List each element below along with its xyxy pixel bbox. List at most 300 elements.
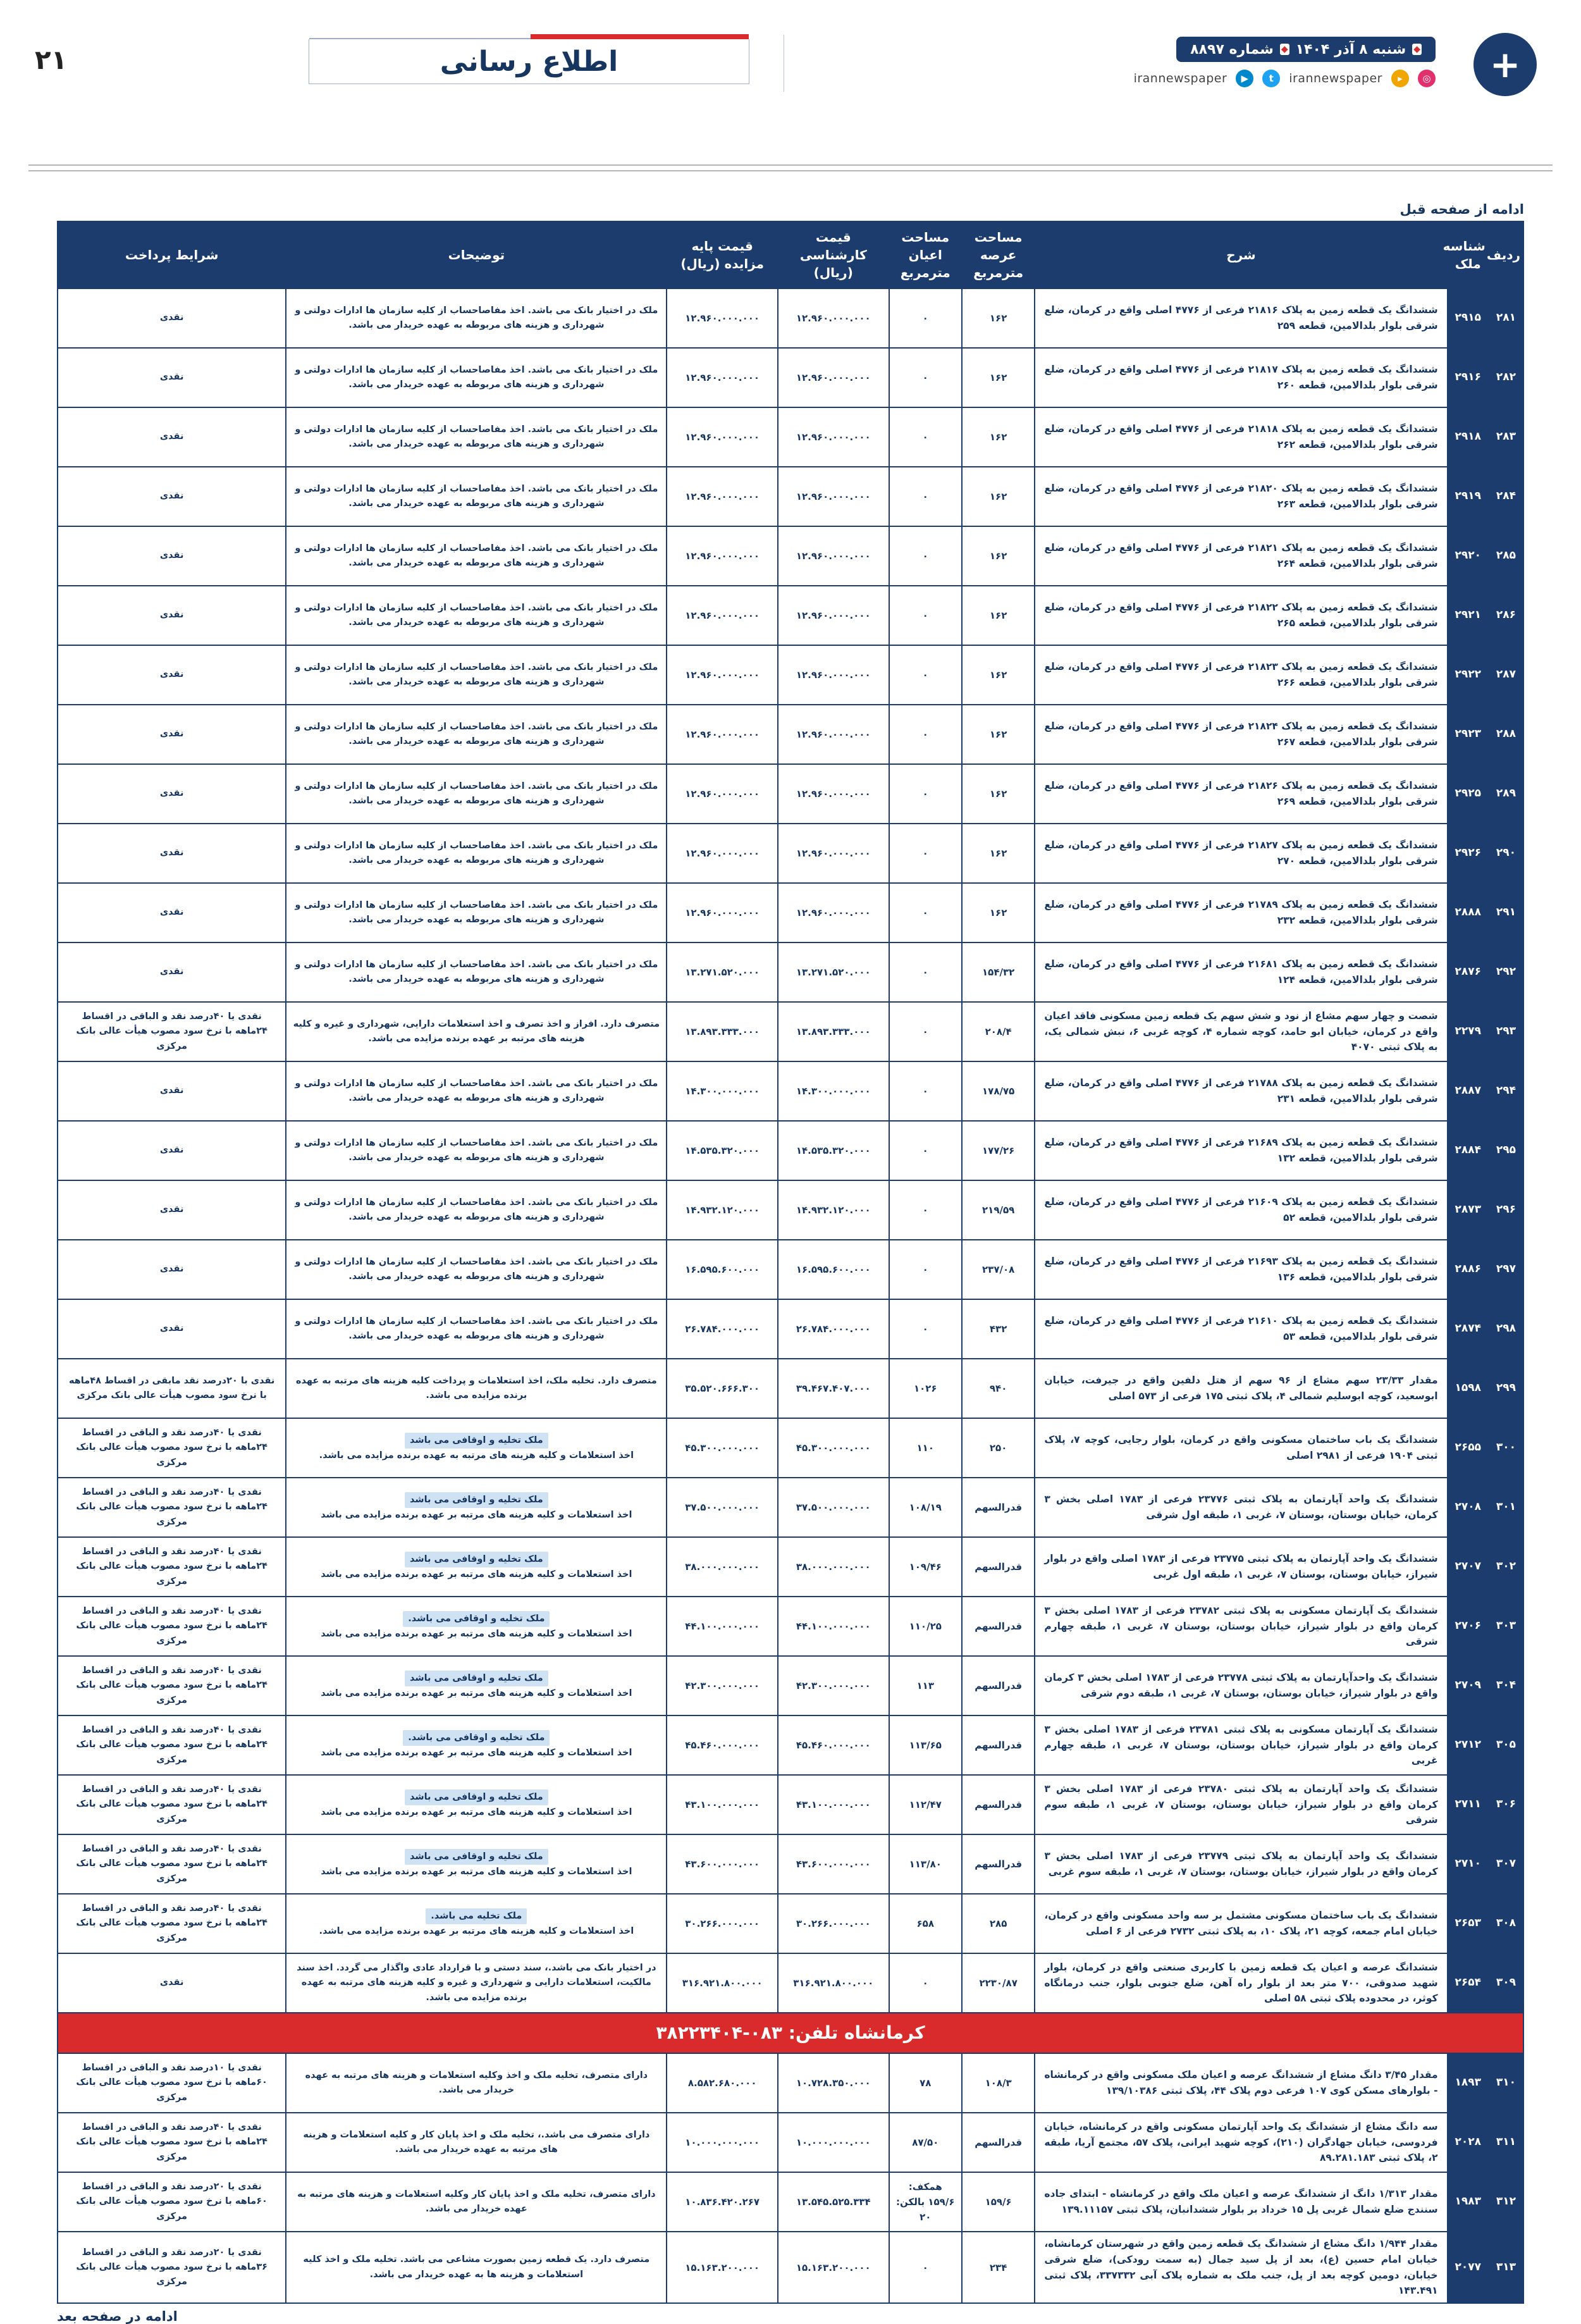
base-price-cell: ۱۰.۰۰۰.۰۰۰.۰۰۰ (667, 2113, 778, 2172)
base-price-cell: ۱۲.۹۶۰.۰۰۰.۰۰۰ (667, 526, 778, 586)
appraisal-price-cell: ۱۲.۹۶۰.۰۰۰.۰۰۰ (778, 348, 889, 407)
row-number-cell: ۲۸۳ (1489, 407, 1523, 467)
building-area-cell: ۰ (889, 705, 962, 764)
property-id-cell: ۲۷۱۱ (1448, 1775, 1489, 1834)
description-cell: مقدار ۱/۹۴۴ دانگ مشاع از ششدانگ یک قطعه زمین واقع در شهرستان کرمانشاه، خیابان امام حسین (ع)، بعد از پل سید جمال (به سمت رودکی)، ضلع شرقی خیابان، دومین کوچه بعد از پل، جنب ملک به شماره پلاک آبی ۳۳۷۳۳۲، پلاک ثبتی ۱۴۳.۴۹۱ (1035, 2232, 1447, 2303)
base-price-cell: ۴۳.۱۰۰.۰۰۰.۰۰۰ (667, 1775, 778, 1834)
page-header (0, 0, 1581, 164)
row-number-cell: ۲۸۷ (1489, 645, 1523, 705)
row-number-cell: ۲۸۸ (1489, 705, 1523, 764)
appraisal-price-cell: ۲۶.۷۸۴.۰۰۰.۰۰۰ (778, 1299, 889, 1359)
property-id-cell: ۱۸۹۳ (1448, 2053, 1489, 2113)
date-text: شنبه ۸ آذر ۱۴۰۴ (1295, 41, 1406, 58)
appraisal-price-cell: ۴۳.۱۰۰.۰۰۰.۰۰۰ (778, 1775, 889, 1834)
notes-cell (286, 1597, 667, 1656)
table-row (58, 2113, 1523, 2172)
column-header-payment-terms: شرایط پرداخت (58, 221, 286, 288)
land-area-cell: قدرالسهم (962, 1715, 1035, 1775)
building-area-cell: ۰ (889, 1180, 962, 1240)
row-number-cell: ۲۹۹ (1489, 1359, 1523, 1418)
description-cell: ششدانگ یک قطعه زمین به پلاک ۲۱۸۲۶ فرعی از ۴۷۷۶ اصلی واقع در کرمان، ضلع شرقی بلوار بلدالامین، قطعه ۲۶۹ (1035, 764, 1447, 824)
land-area-cell: ۱۶۲ (962, 764, 1035, 824)
table-row (58, 1775, 1523, 1834)
appraisal-price-cell: ۱۴.۵۳۵.۳۲۰.۰۰۰ (778, 1121, 889, 1180)
property-id-cell: ۲۸۸۶ (1448, 1240, 1489, 1299)
payment-terms-cell: نقدی یا ۴۰درصد نقد و الباقی در اقساط ۲۴ماهه با نرخ سود مصوب هیأت عالی بانک مرکزی (58, 1418, 286, 1478)
table-row (58, 407, 1523, 467)
iran-newspaper-logo (1473, 33, 1537, 96)
land-area-cell: ۱۷۸/۷۵ (962, 1061, 1035, 1121)
description-cell: ششدانگ یک قطعه زمین به پلاک ۲۱۸۲۷ فرعی از ۴۷۷۶ اصلی واقع در کرمان، ضلع شرقی بلوار بلدالامین، قطعه ۲۷۰ (1035, 824, 1447, 883)
column-header-description: شرح (1035, 221, 1447, 288)
base-price-cell: ۱۲.۹۶۰.۰۰۰.۰۰۰ (667, 586, 778, 645)
table-row (58, 1597, 1523, 1656)
row-number-cell: ۳۰۴ (1489, 1656, 1523, 1715)
property-id-cell: ۲۲۷۹ (1448, 1002, 1489, 1061)
appraisal-price-cell: ۱۲.۹۶۰.۰۰۰.۰۰۰ (778, 586, 889, 645)
note-highlight: ملک تخلیه و اوقافی می باشد (405, 1552, 548, 1567)
base-price-cell: ۱۲.۹۶۰.۰۰۰.۰۰۰ (667, 407, 778, 467)
land-area-cell: ۱۶۲ (962, 407, 1035, 467)
diamond-icon: ◆ (1413, 44, 1420, 54)
table-row (58, 1715, 1523, 1775)
description-cell: ششدانگ یک قطعه زمین به پلاک ۲۱۸۱۷ فرعی از ۴۷۷۶ اصلی واقع در کرمان، ضلع شرقی بلوار بلدالامین، قطعه ۲۶۰ (1035, 348, 1447, 407)
note-text: ملک در اختیار بانک می باشد. اخذ مفاصاحساب از کلیه سازمان ها ادارات دولتی و شهرداری و هزینه های مربوطه به عهده خریدار می باشد. (295, 543, 658, 568)
property-id-cell: ۲۶۵۳ (1448, 1894, 1489, 1953)
row-number-cell: ۲۹۵ (1489, 1121, 1523, 1180)
row-number-cell: ۲۹۲ (1489, 943, 1523, 1002)
column-header-base-price: قیمت پایه مزایده (ریال) (667, 221, 778, 288)
appraisal-price-cell: ۱۴.۹۳۲.۱۲۰.۰۰۰ (778, 1180, 889, 1240)
note-highlight: ملک تخلیه و اوقافی می باشد (405, 1492, 548, 1508)
payment-terms-cell: نقدی (58, 883, 286, 943)
note-text: ملک در اختیار بانک می باشد. اخذ مفاصاحساب از کلیه سازمان ها ادارات دولتی و شهرداری و هزینه های مربوطه به عهده خریدار می باشد. (295, 424, 658, 449)
payment-terms-cell: نقدی (58, 586, 286, 645)
property-id-cell: ۲۹۲۲ (1448, 645, 1489, 705)
property-id-cell: ۲۷۰۸ (1448, 1478, 1489, 1537)
description-cell: مقدار ۳/۴۵ دانگ مشاع از ششدانگ عرصه و اعیان ملک مسکونی واقع در کرمانشاه - بلوارهای مسکن کوی ۱۰۷ فرعی دوم پلاک ۴۴، پلاک ثبتی ۱۳۹/۱۰۳۸۶ (1035, 2053, 1447, 2113)
payment-terms-cell: نقدی (58, 705, 286, 764)
gray-rule (309, 38, 531, 39)
red-rule (531, 34, 749, 39)
row-number-cell: ۳۰۷ (1489, 1834, 1523, 1894)
payment-terms-cell: نقدی یا ۴۰درصد نقد و الباقی در اقساط ۲۴ماهه با نرخ سود مصوب هیأت عالی بانک مرکزی (58, 1656, 286, 1715)
base-price-cell: ۳۵.۵۲۰.۶۶۶.۳۰۰ (667, 1359, 778, 1418)
table-row (58, 1894, 1523, 1953)
land-area-cell: ۲۰۸/۴ (962, 1002, 1035, 1061)
base-price-cell: ۲۶.۷۸۴.۰۰۰.۰۰۰ (667, 1299, 778, 1359)
building-area-cell: ۰ (889, 2232, 962, 2303)
note-text: ملک در اختیار بانک می باشد. اخذ مفاصاحساب از کلیه سازمان ها ادارات دولتی و شهرداری و هزینه های مربوطه به عهده خریدار می باشد. (295, 1137, 658, 1163)
notes-cell (286, 1121, 667, 1180)
row-number-cell: ۲۸۶ (1489, 586, 1523, 645)
land-area-cell: ۱۶۲ (962, 705, 1035, 764)
column-header-building-area: مساحت اعیان مترمربع (889, 221, 962, 288)
payment-terms-cell: نقدی یا ۲۰درصد نقد و الباقی در اقساط ۳۶ماهه با نرخ سود مصوب هیأت عالی بانک مرکزی (58, 2232, 286, 2303)
building-area-cell: ۱۱۳/۸۰ (889, 1834, 962, 1894)
building-area-cell: ۰ (889, 645, 962, 705)
table-row (58, 1478, 1523, 1537)
note-text: ملک در اختیار بانک می باشد. اخذ مفاصاحساب از کلیه سازمان ها ادارات دولتی و شهرداری و هزینه های مربوطه به عهده خریدار می باشد. (295, 602, 658, 627)
row-number-cell: ۳۰۸ (1489, 1894, 1523, 1953)
notes-cell (286, 1359, 667, 1418)
payment-terms-cell: نقدی (58, 1121, 286, 1180)
land-area-cell: ۱۶۲ (962, 586, 1035, 645)
property-id-cell: ۲۹۲۵ (1448, 764, 1489, 824)
notes-cell (286, 1656, 667, 1715)
table-row (58, 883, 1523, 943)
building-area-cell: ۶۵۸ (889, 1894, 962, 1953)
appraisal-price-cell: ۱۲.۹۶۰.۰۰۰.۰۰۰ (778, 407, 889, 467)
property-id-cell: ۲۹۱۸ (1448, 407, 1489, 467)
description-cell: مقدار ۲۳/۳۳ سهم مشاع از ۹۶ سهم از هتل دلفین واقع در جیرفت، خیابان ابوسعید، کوچه ابوسلیم شمالی ۴، پلاک ثبتی ۱۷۵ فرعی از ۵۷۳ اصلی (1035, 1359, 1447, 1418)
payment-terms-cell: نقدی یا ۴۰درصد نقد و الباقی در اقساط ۲۴ماهه با نرخ سود مصوب هیأت عالی بانک مرکزی (58, 1775, 286, 1834)
base-price-cell: ۱۲.۹۶۰.۰۰۰.۰۰۰ (667, 764, 778, 824)
land-area-cell: ۱۵۹/۶ (962, 2172, 1035, 2232)
table-row (58, 1656, 1523, 1715)
appraisal-price-cell: ۱۲.۹۶۰.۰۰۰.۰۰۰ (778, 645, 889, 705)
note-highlight: ملک تخلیه و اوقافی می باشد (405, 1671, 548, 1686)
building-area-cell: ۰ (889, 586, 962, 645)
continued-from-label: ادامه از صفحه قبل (1400, 202, 1524, 217)
notes-cell (286, 1418, 667, 1478)
building-area-cell: ۰ (889, 943, 962, 1002)
land-area-cell: ۲۵۰ (962, 1418, 1035, 1478)
payment-terms-cell: نقدی یا ۴۰درصد نقد و الباقی در اقساط ۲۴ماهه با نرخ سود مصوب هیأت عالی بانک مرکزی (58, 1597, 286, 1656)
notes-cell (286, 1775, 667, 1834)
note-highlight: ملک تخلیه و اوقافی می باشد (405, 1433, 548, 1449)
row-number-cell: ۲۹۶ (1489, 1180, 1523, 1240)
note-text: اخذ استعلامات و کلیه هزینه های مرتبه به عهده برنده مزایده می باشد. (319, 1450, 634, 1461)
base-price-cell: ۴۵.۳۰۰.۰۰۰.۰۰۰ (667, 1418, 778, 1478)
note-text: دارای متصرف، تخلیه ملک و اخذ پایان کار وکلیه استعلامات و هزینه های مرتبه به عهده خریدار می باشد. (297, 2189, 656, 2214)
building-area-cell: ۸۷/۵۰ (889, 2113, 962, 2172)
notes-cell (286, 1715, 667, 1775)
table-row (58, 2053, 1523, 2113)
description-cell: ششدانگ یک قطعه زمین به پلاک ۲۱۸۲۲ فرعی از ۴۷۷۶ اصلی واقع در کرمان، ضلع شرقی بلوار بلدالامین، قطعه ۲۶۵ (1035, 586, 1447, 645)
instagram-icon: ◎ (1418, 70, 1436, 87)
appraisal-price-cell: ۱۰.۷۲۸.۳۵۰.۰۰۰ (778, 2053, 889, 2113)
row-number-cell: ۲۸۱ (1489, 288, 1523, 348)
logo-glyph: + (1489, 43, 1521, 86)
building-area-cell: ۰ (889, 288, 962, 348)
property-id-cell: ۲۸۸۴ (1448, 1121, 1489, 1180)
land-area-cell: قدرالسهم (962, 1597, 1035, 1656)
row-number-cell: ۳۱۰ (1489, 2053, 1523, 2113)
date-banner (1176, 37, 1436, 62)
column-header-appraisal-price: قیمت کارشناسی (ریال) (778, 221, 889, 288)
building-area-cell: همکف: ۱۵۹/۶ بالکن: ۲۰ (889, 2172, 962, 2232)
appraisal-price-cell: ۱۲.۹۶۰.۰۰۰.۰۰۰ (778, 705, 889, 764)
notes-cell (286, 526, 667, 586)
social-row (1134, 70, 1436, 87)
description-cell: ششدانگ یک قطعه زمین به پلاک ۲۱۷۸۸ فرعی از ۴۷۷۶ اصلی واقع در کرمان، ضلع شرقی بلوار بلدالامین، قطعه ۲۳۱ (1035, 1061, 1447, 1121)
note-highlight: ملک تخلیه و اوقافی می باشد. (403, 1730, 550, 1746)
table-row (58, 645, 1523, 705)
building-area-cell: ۱۱۰ (889, 1418, 962, 1478)
row-number-cell: ۳۰۲ (1489, 1537, 1523, 1597)
kermanshah-phone-banner: کرمانشاه تلفن: ۰۸۳-۳۸۲۲۳۴۰۴ (58, 2013, 1523, 2053)
base-price-cell: ۳۸.۰۰۰.۰۰۰.۰۰۰ (667, 1537, 778, 1597)
building-area-cell: ۰ (889, 407, 962, 467)
payment-terms-cell: نقدی (58, 1953, 286, 2013)
base-price-cell: ۱۵.۱۶۳.۲۰۰.۰۰۰ (667, 2232, 778, 2303)
property-id-cell: ۲۷۰۷ (1448, 1537, 1489, 1597)
description-cell: ششدانگ یک باب ساختمان مسکونی مشتمل بر سه واحد مسکونی واقع در کرمان، خیابان امام جمعه، کوچه ۲۱، پلاک ۱۰، به پلاک ثبتی ۲۷۳۲ فرعی از ۶ اصلی (1035, 1894, 1447, 1953)
column-header-notes: توضیحات (286, 221, 667, 288)
payment-terms-cell: نقدی یا ۴۰درصد نقد و الباقی در اقساط ۲۴ماهه با نرخ سود مصوب هیأت عالی بانک مرکزی (58, 1894, 286, 1953)
note-text: ملک در اختیار بانک می باشد. اخذ مفاصاحساب از کلیه سازمان ها ادارات دولتی و شهرداری و هزینه های مربوطه به عهده خریدار می باشد. (295, 781, 658, 806)
table-row (58, 1834, 1523, 1894)
description-cell: ششدانگ یک قطعه زمین به پلاک ۲۱۷۸۹ فرعی از ۴۷۷۶ اصلی واقع در کرمان، ضلع شرقی بلوار بلدالامین، قطعه ۲۳۲ (1035, 883, 1447, 943)
appraisal-price-cell: ۱۰.۰۰۰.۰۰۰.۰۰۰ (778, 2113, 889, 2172)
table-row (58, 2232, 1523, 2303)
row-number-cell: ۳۱۱ (1489, 2113, 1523, 2172)
land-area-cell: ۱۶۲ (962, 824, 1035, 883)
payment-terms-cell: نقدی (58, 288, 286, 348)
property-id-cell: ۲۹۲۶ (1448, 824, 1489, 883)
table-row (58, 824, 1523, 883)
payment-terms-cell: نقدی یا ۲۰درصد نقد و الباقی در اقساط ۶۰ماهه با نرخ سود مصوب هیأت عالی بانک مرکزی (58, 2172, 286, 2232)
notes-cell (286, 1002, 667, 1061)
note-text: اخذ استعلامات و کلیه هزینه های مرتبه بر عهده برنده مزایده می باشد (321, 1569, 632, 1579)
description-cell: ششدانگ یک آپارتمان مسکونی به پلاک ثبتی ۲۳۷۸۱ فرعی از ۱۷۸۳ اصلی بخش ۳ کرمان واقع در بلوار شیراز، خیابان بوستان، بوستان ۷، غربی ۱، طبقه چهارم غربی (1035, 1715, 1447, 1775)
payment-terms-cell: نقدی (58, 348, 286, 407)
building-area-cell: ۰ (889, 526, 962, 586)
table-header-row (58, 221, 1523, 288)
land-area-cell: ۱۶۲ (962, 883, 1035, 943)
social-handle: irannewspaper (1289, 71, 1382, 85)
table-row (58, 1418, 1523, 1478)
continued-next-label: ادامه در صفحه بعد (57, 2309, 178, 2324)
row-number-cell: ۲۹۱ (1489, 883, 1523, 943)
table-row (58, 1953, 1523, 2013)
telegram-icon: ▶ (1236, 70, 1253, 87)
notes-cell (286, 288, 667, 348)
description-cell: ششدانگ یک قطعه زمین به پلاک ۲۱۶۹۳ فرعی از ۴۷۷۶ اصلی واقع در کرمان، ضلع شرقی بلوار بلدالامین، قطعه ۱۳۶ (1035, 1240, 1447, 1299)
note-text: دارای متصرف می باشد.، تخلیه ملک و اخذ پایان کار و کلیه استعلامات و هزینه های مرتبه به عهده خریدار می باشد. (303, 2129, 650, 2154)
note-text: ملک در اختیار بانک می باشد. اخذ مفاصاحساب از کلیه سازمان ها ادارات دولتی و شهرداری و هزینه های مربوطه به عهده خریدار می باشد. (295, 959, 658, 984)
land-area-cell: قدرالسهم (962, 1775, 1035, 1834)
note-highlight: ملک تخلیه و اوقافی می باشد (405, 1849, 548, 1865)
appraisal-price-cell: ۱۲.۹۶۰.۰۰۰.۰۰۰ (778, 883, 889, 943)
table-row (58, 1180, 1523, 1240)
base-price-cell: ۱۴.۵۳۵.۳۲۰.۰۰۰ (667, 1121, 778, 1180)
note-highlight: ملک تخلیه می باشد. (426, 1908, 527, 1924)
land-area-cell: ۱۶۲ (962, 526, 1035, 586)
building-area-cell: ۷۸ (889, 2053, 962, 2113)
land-area-cell: ۲۳۴ (962, 2232, 1035, 2303)
appraisal-price-cell: ۳۹.۴۶۷.۴۰۷.۰۰۰ (778, 1359, 889, 1418)
building-area-cell: ۱۱۳ (889, 1656, 962, 1715)
payment-terms-cell: نقدی یا ۴۰درصد نقد و الباقی در اقساط ۲۴ماهه با نرخ سود مصوب هیأت عالی بانک مرکزی (58, 1478, 286, 1537)
description-cell: ششدانگ یک قطعه زمین به پلاک ۲۱۸۱۸ فرعی از ۴۷۷۶ اصلی واقع در کرمان، ضلع شرقی بلوار بلدالامین، قطعه ۲۶۲ (1035, 407, 1447, 467)
building-area-cell: ۰ (889, 1061, 962, 1121)
payment-terms-cell: نقدی یا ۴۰درصد نقد و الباقی در اقساط ۲۴ماهه با نرخ سود مصوب هیأت عالی بانک مرکزی (58, 2113, 286, 2172)
aparat-icon: ▸ (1391, 70, 1409, 87)
property-id-cell: ۲۹۱۵ (1448, 288, 1489, 348)
description-cell: مقدار ۱/۳۱۳ دانگ از ششدانگ عرصه و اعیان ملک واقع در کرمانشاه - ابتدای جاده سنندج ضلع شمال غربی پل ۱۵ خرداد بر بلوار ششدانبان، پلاک ثبتی ۱۳۹.۱۱۱۵۷ (1035, 2172, 1447, 2232)
property-id-cell: ۱۵۹۸ (1448, 1359, 1489, 1418)
notes-cell (286, 943, 667, 1002)
table-row (58, 1121, 1523, 1180)
auction-table-area (0, 202, 1581, 2324)
notes-cell (286, 824, 667, 883)
section-title-box (309, 39, 749, 84)
note-text: اخذ استعلامات و کلیه هزینه های مرتبه بر عهده برنده مزایده می باشد (321, 1867, 632, 1877)
note-text: اخذ استعلامات و کلیه هزینه های مرتبه بر عهده برنده مزایده می باشد (321, 1807, 632, 1817)
description-cell: ششدانگ یک واحد آپارتمان به پلاک ثبتی ۲۳۷۷۵ فرعی از ۱۷۸۳ اصلی واقع در بلوار شیراز، خیابان بوستان، بوستان ۷، غربی ۱، طبقه اول غربی (1035, 1537, 1447, 1597)
payment-terms-cell: نقدی یا ۴۰درصد نقد و الباقی در اقساط ۲۴ماهه با نرخ سود مصوب هیأت عالی بانک مرکزی (58, 1002, 286, 1061)
land-area-cell: ۲۸۵ (962, 1894, 1035, 1953)
note-text: ملک در اختیار بانک می باشد. اخذ مفاصاحساب از کلیه سازمان ها ادارات دولتی و شهرداری و هزینه های مربوطه به عهده خریدار می باشد. (295, 721, 658, 746)
row-number-cell: ۲۹۷ (1489, 1240, 1523, 1299)
notes-cell (286, 1180, 667, 1240)
property-id-cell: ۲۰۷۷ (1448, 2232, 1489, 2303)
building-area-cell: ۱۰۹/۴۶ (889, 1537, 962, 1597)
appraisal-price-cell: ۳۸.۰۰۰.۰۰۰.۰۰۰ (778, 1537, 889, 1597)
payment-terms-cell: نقدی یا ۴۰درصد نقد و الباقی در اقساط ۲۴ماهه با نرخ سود مصوب هیأت عالی بانک مرکزی (58, 1715, 286, 1775)
appraisal-price-cell: ۳۷.۵۰۰.۰۰۰.۰۰۰ (778, 1478, 889, 1537)
building-area-cell: ۱۱۰/۲۵ (889, 1597, 962, 1656)
property-id-cell: ۲۸۸۷ (1448, 1061, 1489, 1121)
base-price-cell: ۱۰.۸۳۶.۴۲۰.۲۶۷ (667, 2172, 778, 2232)
description-cell: ششدانگ یک قطعه زمین به پلاک ۲۱۶۰۹ فرعی از ۴۷۷۶ اصلی واقع در کرمان، ضلع شرقی بلوار بلدالامین، قطعه ۵۲ (1035, 1180, 1447, 1240)
notes-cell (286, 2232, 667, 2303)
property-id-cell: ۲۸۷۶ (1448, 943, 1489, 1002)
land-area-cell: ۱۶۲ (962, 288, 1035, 348)
description-cell: ششدانگ یک واحد آپارتمان به پلاک ثبتی ۲۳۷۷۹ فرعی از ۱۷۸۳ اصلی بخش ۳ کرمان واقع در بلوار شیراز، خیابان بوستان، بوستان ۷، غربی ۱، طبقه سوم غربی (1035, 1834, 1447, 1894)
appraisal-price-cell: ۱۲.۹۶۰.۰۰۰.۰۰۰ (778, 824, 889, 883)
property-id-cell: ۲۶۵۴ (1448, 1953, 1489, 2013)
building-area-cell: ۱۰۲۶ (889, 1359, 962, 1418)
row-number-cell: ۳۰۳ (1489, 1597, 1523, 1656)
note-text: ملک در اختیار بانک می باشد. اخذ مفاصاحساب از کلیه سازمان ها ادارات دولتی و شهرداری و هزینه های مربوطه به عهده خریدار می باشد. (295, 1256, 658, 1282)
twitter-icon: t (1262, 70, 1280, 87)
base-price-cell: ۱۲.۹۶۰.۰۰۰.۰۰۰ (667, 467, 778, 526)
base-price-cell: ۱۲.۹۶۰.۰۰۰.۰۰۰ (667, 824, 778, 883)
payment-terms-cell: نقدی یا ۴۰درصد نقد و الباقی در اقساط ۲۴ماهه با نرخ سود مصوب هیأت عالی بانک مرکزی (58, 1537, 286, 1597)
table-row (58, 1061, 1523, 1121)
row-number-cell: ۲۹۴ (1489, 1061, 1523, 1121)
building-area-cell: ۰ (889, 1002, 962, 1061)
property-id-cell: ۲۸۷۴ (1448, 1299, 1489, 1359)
property-id-cell: ۲۹۲۳ (1448, 705, 1489, 764)
base-price-cell: ۱۴.۳۰۰.۰۰۰.۰۰۰ (667, 1061, 778, 1121)
notes-cell (286, 467, 667, 526)
base-price-cell: ۳۷.۵۰۰.۰۰۰.۰۰۰ (667, 1478, 778, 1537)
description-cell: ششدانگ یک آپارتمان مسکونی به پلاک ثبتی ۲۳۷۸۲ فرعی از ۱۷۸۳ اصلی بخش ۳ کرمان واقع در بلوار شیراز، خیابان بوستان، بوستان ۷، غربی ۱، طبقه چهارم شرقی (1035, 1597, 1447, 1656)
table-row (58, 2172, 1523, 2232)
payment-terms-cell: نقدی (58, 1299, 286, 1359)
note-text: ملک در اختیار بانک می باشد. اخذ مفاصاحساب از کلیه سازمان ها ادارات دولتی و شهرداری و هزینه های مربوطه به عهده خریدار می باشد. (295, 483, 658, 509)
payment-terms-cell: نقدی (58, 467, 286, 526)
row-number-cell: ۲۹۸ (1489, 1299, 1523, 1359)
payment-terms-cell: نقدی (58, 1061, 286, 1121)
appraisal-price-cell: ۳۰.۲۶۶.۰۰۰.۰۰۰ (778, 1894, 889, 1953)
header-rule (28, 164, 1553, 171)
payment-terms-cell: نقدی (58, 764, 286, 824)
description-cell: ششدانگ یک قطعه زمین به پلاک ۲۱۸۲۰ فرعی از ۴۷۷۶ اصلی واقع در کرمان، ضلع شرقی بلوار بلدالامین، قطعه ۲۶۳ (1035, 467, 1447, 526)
payment-terms-cell: نقدی (58, 645, 286, 705)
land-area-cell: قدرالسهم (962, 1656, 1035, 1715)
property-id-cell: ۲۶۵۵ (1448, 1418, 1489, 1478)
note-text: دارای متصرف، تخلیه ملک و اخذ وکلیه استعلامات و هزینه های مرتبه به عهده خریدار می باشد. (305, 2070, 648, 2095)
notes-cell (286, 1478, 667, 1537)
property-id-cell: ۲۷۰۹ (1448, 1656, 1489, 1715)
note-text: ملک در اختیار بانک می باشد. اخذ مفاصاحساب از کلیه سازمان ها ادارات دولتی و شهرداری و هزینه های مربوطه به عهده خریدار می باشد. (295, 840, 658, 865)
property-id-cell: ۱۹۸۳ (1448, 2172, 1489, 2232)
land-area-cell: قدرالسهم (962, 1478, 1035, 1537)
row-number-cell: ۳۰۵ (1489, 1715, 1523, 1775)
land-area-cell: ۹۴۰ (962, 1359, 1035, 1418)
note-text: اخذ استعلامات و کلیه هزینه های مرتبه بر عهده برنده مزایده می باشد. (319, 1926, 634, 1936)
appraisal-price-cell: ۴۴.۱۰۰.۰۰۰.۰۰۰ (778, 1597, 889, 1656)
base-price-cell: ۸.۵۸۲.۶۸۰.۰۰۰ (667, 2053, 778, 2113)
column-header-property-id: شناسه ملک (1448, 221, 1489, 288)
land-area-cell: ۱۶۲ (962, 467, 1035, 526)
description-cell: ششدانگ یک واحد آپارتمان به پلاک ثبتی ۲۳۷۸۰ فرعی از ۱۷۸۳ اصلی بخش ۳ کرمان واقع در بلوار شیراز، خیابان بوستان، بوستان ۷، غربی ۱، طبقه سوم شرقی (1035, 1775, 1447, 1834)
building-area-cell: ۰ (889, 764, 962, 824)
row-number-cell: ۳۱۳ (1489, 2232, 1523, 2303)
building-area-cell: ۰ (889, 348, 962, 407)
notes-cell (286, 2053, 667, 2113)
notes-cell (286, 645, 667, 705)
note-text: ملک در اختیار بانک می باشد. اخذ مفاصاحساب از کلیه سازمان ها ادارات دولتی و شهرداری و هزینه های مربوطه به عهده خریدار می باشد. (295, 1197, 658, 1222)
land-area-cell: ۱۶۲ (962, 645, 1035, 705)
notes-cell (286, 1299, 667, 1359)
notes-cell (286, 1537, 667, 1597)
table-row (58, 348, 1523, 407)
land-area-cell: قدرالسهم (962, 2113, 1035, 2172)
note-text: ملک در اختیار بانک می باشد. اخذ مفاصاحساب از کلیه سازمان ها ادارات دولتی و شهرداری و هزینه های مربوطه به عهده خریدار می باشد. (295, 1316, 658, 1341)
table-row (58, 467, 1523, 526)
note-text: اخذ استعلامات و کلیه هزینه های مرتبه بر عهده برنده مزایده می باشد (321, 1510, 632, 1520)
land-area-cell: قدرالسهم (962, 1537, 1035, 1597)
description-cell: ششدانگ عرصه و اعیان یک قطعه زمین با کاربری صنعتی واقع در کرمان، بلوار شهید صدوقی، ۷۰۰ متر بعد از بلوار راه آهن، ضلع جنوبی بلوار، جنب درمانگاه کوثر، در محدوده پلاک ثبتی ۵۸ اصلی (1035, 1953, 1447, 2013)
table-row (58, 1359, 1523, 1418)
base-price-cell: ۱۳.۲۷۱.۵۲۰.۰۰۰ (667, 943, 778, 1002)
description-cell: سه دانگ مشاع از ششدانگ یک واحد آپارتمان مسکونی واقع در کرمانشاه، خیابان فردوسی، خیابان جهادگران (۲۱۰)، کوچه شهید ایرانی، پلاک ۵۷، مجتمع آریا، طبقه ۲، پلاک ثبتی ۸۹.۲۸۱.۱۸۳ (1035, 2113, 1447, 2172)
notes-cell (286, 1061, 667, 1121)
social-handle: irannewspaper (1133, 71, 1227, 85)
land-area-cell: ۱۶۲ (962, 348, 1035, 407)
base-price-cell: ۱۴.۹۳۲.۱۲۰.۰۰۰ (667, 1180, 778, 1240)
diamond-icon: ◆ (1281, 44, 1288, 54)
base-price-cell: ۱۶.۵۹۵.۶۰۰.۰۰۰ (667, 1240, 778, 1299)
page-number: ۲۱ (35, 44, 68, 75)
column-header-row-number: ردیف (1489, 221, 1523, 288)
base-price-cell: ۱۲.۹۶۰.۰۰۰.۰۰۰ (667, 288, 778, 348)
description-cell: ششدانگ یک قطعه زمین به پلاک ۲۱۸۲۳ فرعی از ۴۷۷۶ اصلی واقع در کرمان، ضلع شرقی بلوار بلدالامین، قطعه ۲۶۶ (1035, 645, 1447, 705)
base-price-cell: ۳۱۶.۹۲۱.۸۰۰.۰۰۰ (667, 1953, 778, 2013)
base-price-cell: ۱۲.۹۶۰.۰۰۰.۰۰۰ (667, 348, 778, 407)
appraisal-price-cell: ۱۲.۹۶۰.۰۰۰.۰۰۰ (778, 288, 889, 348)
note-text: ملک در اختیار بانک می باشد. اخذ مفاصاحساب از کلیه سازمان ها ادارات دولتی و شهرداری و هزینه های مربوطه به عهده خریدار می باشد. (295, 305, 658, 330)
description-cell: ششدانگ یک واحد آپارتمان به پلاک ثبتی ۲۳۷۷۶ فرعی از ۱۷۸۳ اصلی بخش ۳ کرمان، خیابان بوستان، بوستان ۷، غربی ۱، طبقه اول شرقی (1035, 1478, 1447, 1537)
building-area-cell: ۰ (889, 467, 962, 526)
note-highlight: ملک تخلیه و اوقافی می باشد (405, 1789, 548, 1805)
base-price-cell: ۱۲.۹۶۰.۰۰۰.۰۰۰ (667, 645, 778, 705)
building-area-cell: ۰ (889, 883, 962, 943)
note-text: اخذ استعلامات و کلیه هزینه های مرتبه بر عهده برنده مزایده می باشد (321, 1748, 632, 1758)
payment-terms-cell: نقدی یا ۱۰درصد نقد و الباقی در اقساط ۶۰ماهه با نرخ سود مصوب هیأت عالی بانک مرکزی (58, 2053, 286, 2113)
notes-cell (286, 705, 667, 764)
appraisal-price-cell: ۱۳.۵۴۵.۵۲۵.۳۳۴ (778, 2172, 889, 2232)
row-number-cell: ۳۱۲ (1489, 2172, 1523, 2232)
note-text: ملک در اختیار بانک می باشد. اخذ مفاصاحساب از کلیه سازمان ها ادارات دولتی و شهرداری و هزینه های مربوطه به عهده خریدار می باشد. (295, 899, 658, 925)
note-highlight: ملک تخلیه و اوقافی می باشد. (403, 1611, 550, 1627)
